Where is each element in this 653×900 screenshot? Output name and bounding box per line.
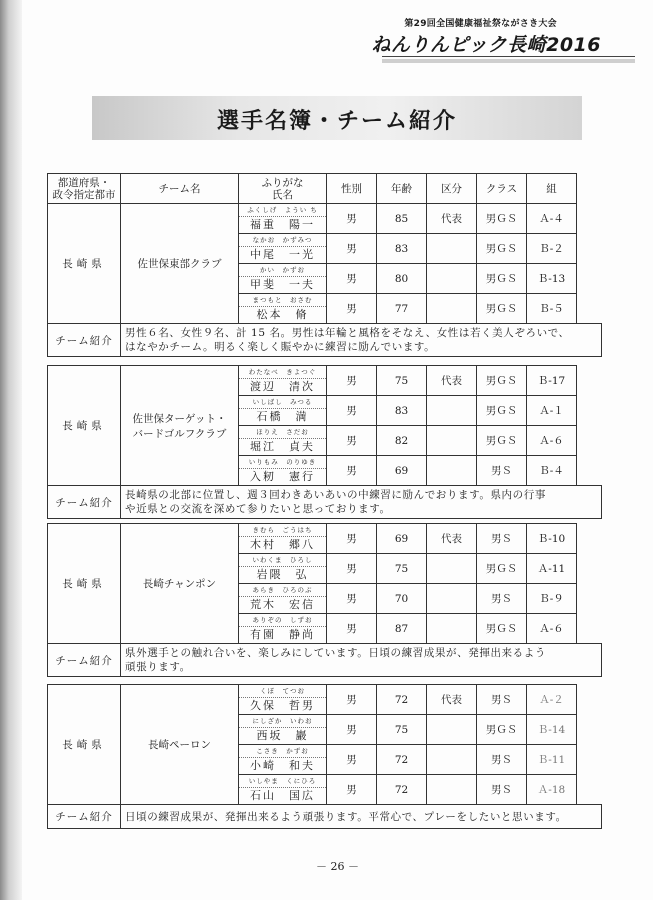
player-age: 83 — [377, 234, 427, 264]
header-rule — [382, 56, 635, 57]
player-age: 80 — [377, 264, 427, 294]
player-class: 男ＧＳ — [477, 294, 527, 324]
player-division — [427, 426, 477, 456]
team-intro-text — [121, 486, 602, 519]
column-age: 年齢 — [377, 174, 427, 204]
player-gender: 男 — [327, 426, 377, 456]
team-intro-line2: はなやかチーム。明るく楽しく賑やかに練習に励んでいます。 — [125, 341, 436, 353]
player-class: 男Ｓ — [477, 524, 527, 554]
player-name-cell — [239, 584, 327, 614]
player-furigana: いわくま ひろし — [239, 554, 326, 567]
row-spacer — [577, 745, 602, 775]
team-name-line1: 佐世保東部クラブ — [137, 258, 222, 270]
event-title: ねんりんピック長崎2016 — [371, 34, 601, 56]
player-group: Ｂ-５ — [527, 294, 577, 324]
player-class: 男ＧＳ — [477, 366, 527, 396]
player-division — [427, 554, 477, 584]
player-group: Ａ-１ — [527, 396, 577, 426]
player-name-cell — [239, 264, 327, 294]
player-age: 72 — [377, 685, 427, 715]
player-division — [427, 234, 477, 264]
player-group: Ｂ-９ — [527, 584, 577, 614]
row-spacer — [577, 234, 602, 264]
player-name-cell — [239, 775, 327, 805]
team-intro-line1: 男性６名、女性９名、計 15 名。男性は年輪と風格をそなえ、女性は若く美人ぞろいで、 — [125, 327, 570, 339]
player-name: 有園 静尚 — [250, 628, 315, 641]
player-group: Ｂ-14 — [527, 715, 577, 745]
team-name-cell — [121, 685, 239, 805]
player-name-cell — [239, 554, 327, 584]
player-gender: 男 — [327, 396, 377, 426]
player-furigana: にしざか いわお — [239, 715, 326, 728]
row-spacer — [577, 366, 602, 396]
row-spacer — [577, 456, 602, 486]
row-spacer — [577, 204, 602, 234]
player-name: 西坂 巖 — [256, 729, 309, 742]
team-name-line1: 佐世保ターゲット・ — [132, 412, 227, 425]
player-class: 男ＧＳ — [477, 204, 527, 234]
player-name: 中尾 一光 — [250, 248, 315, 261]
column-prefecture-line2: 政令指定都市 — [52, 188, 116, 201]
team-intro-line2: や近県との交流を深めて参りたいと思っております。 — [125, 503, 391, 515]
row-spacer — [577, 524, 602, 554]
row-spacer — [577, 775, 602, 805]
team-name-line2: バードゴルフクラブ — [132, 427, 227, 440]
team-name-line1: 長崎ペーロン — [148, 739, 211, 751]
table-row — [48, 524, 602, 554]
player-name: 久保 哲男 — [250, 699, 315, 712]
column-gender: 性別 — [327, 174, 377, 204]
team-table — [47, 523, 602, 677]
player-division: 代表 — [427, 685, 477, 715]
player-group: Ａ-11 — [527, 554, 577, 584]
player-division — [427, 715, 477, 745]
player-name-cell — [239, 426, 327, 456]
team-intro-row — [48, 486, 602, 519]
player-name-cell — [239, 685, 327, 715]
player-furigana: いりもみ のりゆき — [239, 456, 326, 469]
player-name: 松本 脩 — [256, 308, 309, 321]
column-class: クラス — [477, 174, 527, 204]
player-gender: 男 — [327, 775, 377, 805]
player-class: 男ＧＳ — [477, 426, 527, 456]
row-spacer — [577, 584, 602, 614]
row-spacer — [577, 396, 602, 426]
column-name-label: 氏名 — [272, 188, 293, 201]
player-division — [427, 264, 477, 294]
player-age: 77 — [377, 294, 427, 324]
document-page — [22, 0, 653, 900]
player-name: 入籾 憲行 — [250, 470, 315, 483]
player-age: 72 — [377, 745, 427, 775]
team-intro-row — [48, 805, 602, 829]
player-furigana: かい かずお — [239, 264, 326, 277]
team-table — [47, 684, 602, 829]
player-name: 甲斐 一夫 — [250, 278, 315, 291]
player-gender: 男 — [327, 584, 377, 614]
player-furigana: こさき かずお — [239, 745, 326, 758]
player-division — [427, 396, 477, 426]
team-table — [47, 365, 602, 519]
player-gender: 男 — [327, 294, 377, 324]
team-name-cell — [121, 366, 239, 486]
player-class: 男ＧＳ — [477, 396, 527, 426]
player-furigana: いしばし みつる — [239, 396, 326, 409]
player-gender: 男 — [327, 204, 377, 234]
table-row — [48, 685, 602, 715]
row-spacer — [577, 614, 602, 644]
column-prefecture — [48, 174, 121, 204]
column-group: 組 — [527, 174, 577, 204]
table-row — [48, 366, 602, 396]
header-bar — [382, 59, 635, 63]
prefecture-cell: 長崎県 — [48, 366, 121, 486]
row-spacer — [577, 685, 602, 715]
player-age: 69 — [377, 524, 427, 554]
player-class: 男ＧＳ — [477, 715, 527, 745]
player-furigana: きむら ごうはち — [239, 524, 326, 537]
column-name — [239, 174, 327, 204]
column-division: 区分 — [427, 174, 477, 204]
player-division — [427, 614, 477, 644]
player-age: 83 — [377, 396, 427, 426]
player-class: 男Ｓ — [477, 775, 527, 805]
player-group: Ｂ-13 — [527, 264, 577, 294]
player-name: 木村 郷八 — [250, 538, 315, 551]
player-name-cell — [239, 745, 327, 775]
team-intro-label: チーム紹介 — [48, 486, 121, 519]
player-group: Ａ-２ — [527, 685, 577, 715]
player-gender: 男 — [327, 524, 377, 554]
player-gender: 男 — [327, 456, 377, 486]
player-class: 男ＧＳ — [477, 264, 527, 294]
player-class: 男ＧＳ — [477, 234, 527, 264]
player-division — [427, 584, 477, 614]
player-gender: 男 — [327, 366, 377, 396]
player-group: Ｂ-２ — [527, 234, 577, 264]
player-division — [427, 775, 477, 805]
team-intro-line2: 頑張ります。 — [125, 661, 191, 673]
player-name: 小崎 和夫 — [250, 759, 315, 772]
prefecture-cell: 長崎県 — [48, 524, 121, 644]
player-name-cell — [239, 614, 327, 644]
player-age: 75 — [377, 554, 427, 584]
player-gender: 男 — [327, 234, 377, 264]
player-group: Ａ-６ — [527, 426, 577, 456]
player-division — [427, 745, 477, 775]
player-class: 男Ｓ — [477, 584, 527, 614]
row-spacer — [577, 264, 602, 294]
row-spacer — [577, 426, 602, 456]
player-age: 72 — [377, 775, 427, 805]
player-age: 82 — [377, 426, 427, 456]
player-name-cell — [239, 204, 327, 234]
player-class: 男Ｓ — [477, 456, 527, 486]
player-class: 男ＧＳ — [477, 554, 527, 584]
player-furigana: くぼ てつお — [239, 685, 326, 698]
player-name: 福重 陽一 — [250, 218, 315, 231]
page-number: － 26 － — [316, 860, 359, 873]
player-name-cell — [239, 294, 327, 324]
player-age: 75 — [377, 366, 427, 396]
player-furigana: あらき ひろのぶ — [239, 584, 326, 597]
row-spacer — [577, 294, 602, 324]
player-name: 石山 国広 — [250, 789, 315, 802]
title-banner — [92, 96, 582, 140]
player-name-cell — [239, 234, 327, 264]
player-age: 70 — [377, 584, 427, 614]
row-spacer — [577, 554, 602, 584]
page-title: 選手名簿・チーム紹介 — [216, 109, 457, 134]
table-header-row — [48, 174, 602, 204]
player-age: 87 — [377, 614, 427, 644]
player-gender: 男 — [327, 745, 377, 775]
player-age: 75 — [377, 715, 427, 745]
player-name-cell — [239, 524, 327, 554]
team-intro-row — [48, 644, 602, 677]
team-intro-text — [121, 805, 602, 829]
player-name: 石橋 満 — [256, 410, 309, 423]
team-name-cell — [121, 204, 239, 324]
player-age: 85 — [377, 204, 427, 234]
column-spacer — [577, 174, 602, 204]
player-furigana: なかお かずみつ — [239, 234, 326, 247]
player-name: 荒木 宏信 — [250, 598, 315, 611]
player-class: 男ＧＳ — [477, 614, 527, 644]
player-name: 岩隈 弘 — [256, 568, 309, 581]
prefecture-cell: 長崎県 — [48, 204, 121, 324]
player-division: 代表 — [427, 204, 477, 234]
player-class: 男Ｓ — [477, 685, 527, 715]
player-division: 代表 — [427, 524, 477, 554]
event-subtitle: 第29回全国健康福祉祭ながさき大会 — [404, 19, 557, 29]
player-name-cell — [239, 715, 327, 745]
player-group: Ａ-６ — [527, 614, 577, 644]
player-gender: 男 — [327, 614, 377, 644]
player-division — [427, 294, 477, 324]
team-table — [47, 173, 602, 357]
player-name-cell — [239, 456, 327, 486]
player-gender: 男 — [327, 554, 377, 584]
prefecture-cell: 長崎県 — [48, 685, 121, 805]
player-furigana: ありぞの しずお — [239, 614, 326, 627]
player-furigana: ほりえ さだお — [239, 426, 326, 439]
player-group: Ｂ-11 — [527, 745, 577, 775]
player-gender: 男 — [327, 715, 377, 745]
player-gender: 男 — [327, 685, 377, 715]
team-intro-line1: 日頃の練習成果が、発揮出来るよう頑張ります。平常心で、プレーをしたいと思います。 — [125, 810, 567, 823]
player-name: 堀江 貞夫 — [250, 440, 315, 453]
column-prefecture-line1: 都道府県・ — [57, 176, 111, 189]
player-division: 代表 — [427, 366, 477, 396]
team-name-line1: 長崎チャンポン — [142, 578, 217, 590]
player-furigana: いしやま くにひろ — [239, 775, 326, 788]
team-intro-text — [121, 644, 602, 677]
team-intro-label: チーム紹介 — [48, 805, 121, 829]
book-spine-shadow — [0, 0, 22, 900]
player-group: Ｂ-４ — [527, 456, 577, 486]
player-name-cell — [239, 396, 327, 426]
team-intro-text — [121, 324, 602, 357]
team-intro-row — [48, 324, 602, 357]
row-spacer — [577, 715, 602, 745]
player-furigana: わたなべ きよつぐ — [239, 366, 326, 379]
player-age: 69 — [377, 456, 427, 486]
player-group: Ｂ-10 — [527, 524, 577, 554]
player-furigana: ふくしげ ようい ち — [239, 204, 326, 217]
table-row — [48, 204, 602, 234]
player-division — [427, 456, 477, 486]
team-intro-label: チーム紹介 — [48, 644, 121, 677]
player-gender: 男 — [327, 264, 377, 294]
team-name-cell — [121, 524, 239, 644]
player-name-cell — [239, 366, 327, 396]
player-group: Ｂ-17 — [527, 366, 577, 396]
team-intro-line1: 県外選手との触れ合いを、楽しみにしています。日頃の練習成果が、発揮出来るよう — [125, 647, 546, 659]
player-group: Ａ-４ — [527, 204, 577, 234]
column-furigana: ふりがな — [261, 176, 304, 189]
player-class: 男Ｓ — [477, 745, 527, 775]
column-team-name: チーム名 — [121, 174, 239, 204]
team-intro-label: チーム紹介 — [48, 324, 121, 357]
player-name: 渡辺 清次 — [250, 380, 315, 393]
player-group: Ａ-18 — [527, 775, 577, 805]
team-intro-line1: 長崎県の北部に位置し、週３回わきあいあいの中練習に励んでおります。県内の行事 — [125, 489, 546, 501]
player-furigana: まつもと おさむ — [239, 294, 326, 307]
